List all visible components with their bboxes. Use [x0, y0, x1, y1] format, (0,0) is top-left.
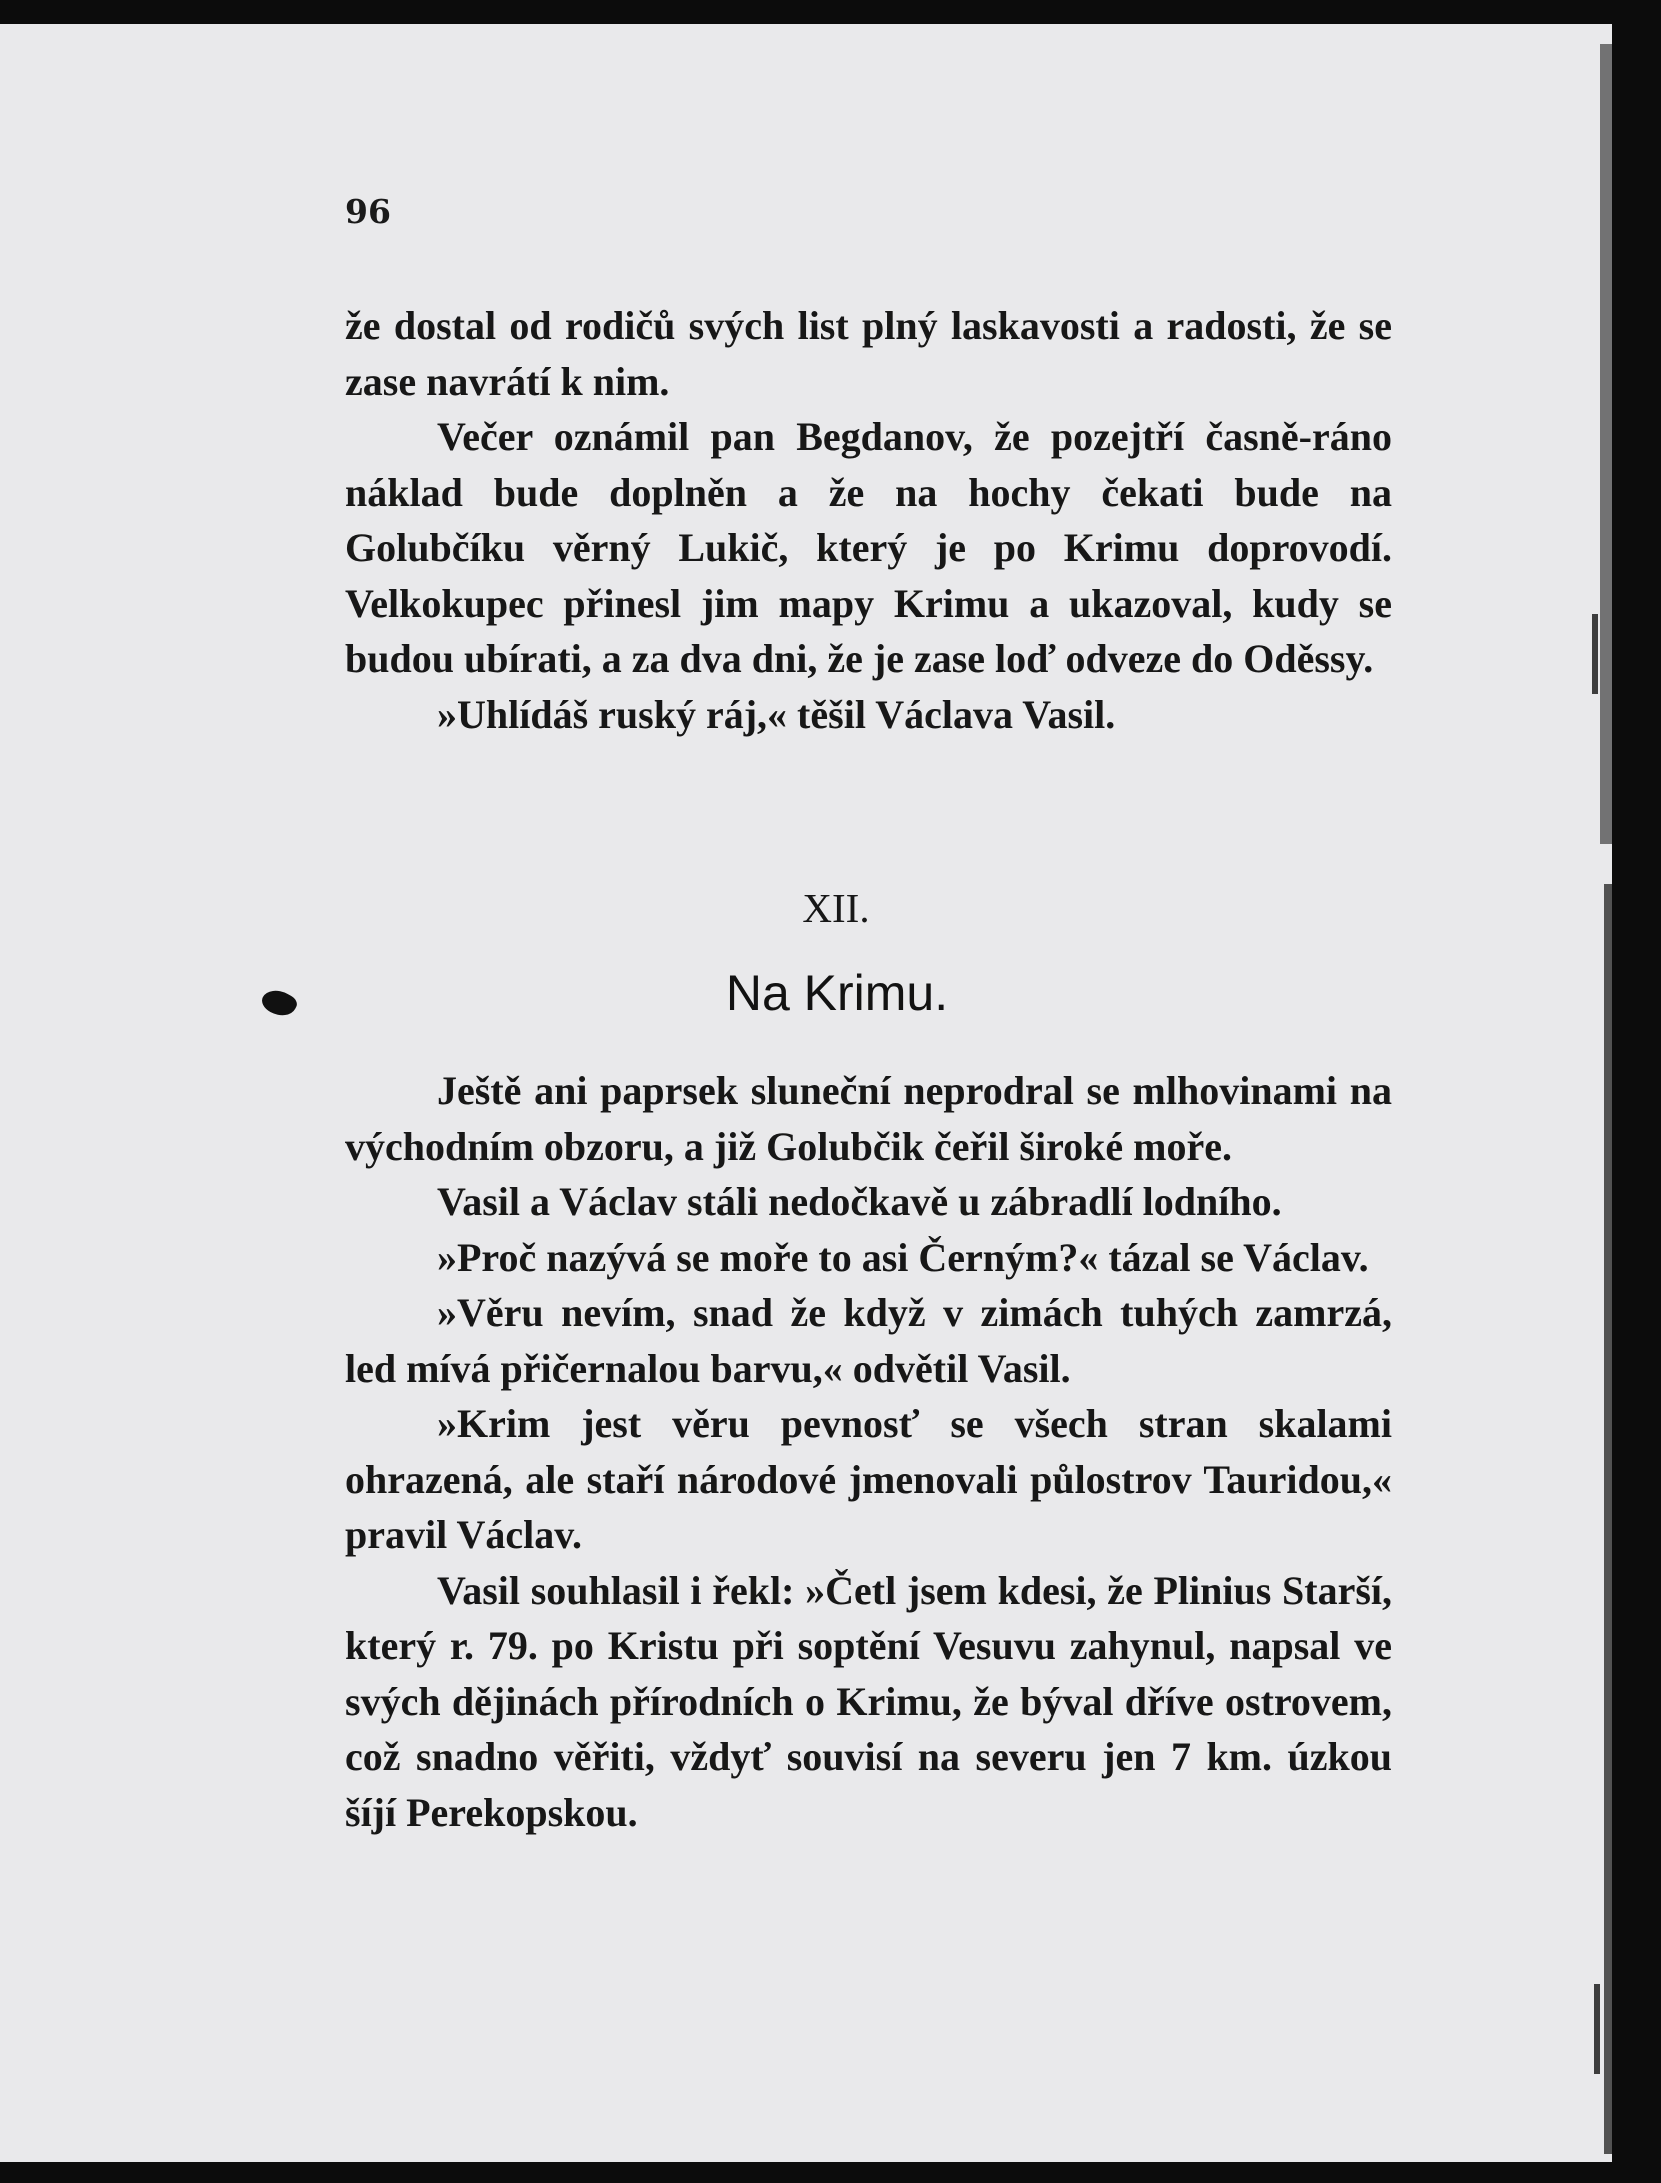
- binding-shadow: [1604, 884, 1612, 2154]
- paragraph: Večer oznámil pan Begdanov, že pozejtří časně-ráno náklad bude doplněn a že na hochy čekati bude na Golubčíku věrný Lukič, který je po Krimu doprovodí. Velkokupec přinesl jim mapy Krimu a ukazoval, kudy se budou ubírati, a za dva dni, že je zase loď odveze do Oděssy.: [345, 414, 1392, 681]
- binding-shadow: [1594, 1984, 1600, 2074]
- binding-shadow: [1600, 44, 1612, 844]
- binding-shadow: [1592, 614, 1598, 694]
- paragraph: Vasil souhlasil i řekl: »Četl jsem kdesi, že Plinius Starší, který r. 79. po Kristu při soptění Vesuvu zahynul, napsal ve svých dějinách přírodních o Krimu, že býval dříve ostrovem, což snadno věřiti, vždyť souvisí na severu jen 7 km. úzkou šíjí Perekopskou.: [345, 1567, 1392, 1835]
- paragraph: Vasil a Václav stáli nedočkavě u zábradlí lodního.: [437, 1179, 1282, 1224]
- page-number: 96: [345, 192, 391, 231]
- paragraph: »Proč nazývá se moře to asi Černým?« tázal se Václav.: [437, 1234, 1369, 1280]
- chapter-number: XII.: [802, 885, 870, 931]
- paragraph: »Uhlídáš ruský ráj,« těšil Václava Vasil.: [437, 691, 1116, 737]
- top-text-block: [345, 298, 1392, 742]
- paragraph: Ještě ani paprsek sluneční neprodral se mlhovinami na východním obzoru, a již Golubčik čeřil široké moře.: [345, 1068, 1392, 1169]
- paragraph: »Věru nevím, snad že když v zimách tuhých zamrzá, led mívá přičernalou barvu,« odvětil Vasil.: [345, 1290, 1392, 1391]
- book-page: [0, 24, 1612, 2162]
- paragraph: »Krim jest věru pevnosť se všech stran skalami ohrazená, ale staří národové jmenovali půlostrov Tauridou,« pravil Václav.: [345, 1401, 1392, 1557]
- chapter-text-block: [345, 1063, 1392, 1840]
- paragraph: že dostal od rodičů svých list plný laskavosti a radosti, že se zase navrátí k nim.: [345, 303, 1392, 404]
- chapter-title: Na Krimu.: [725, 965, 949, 1021]
